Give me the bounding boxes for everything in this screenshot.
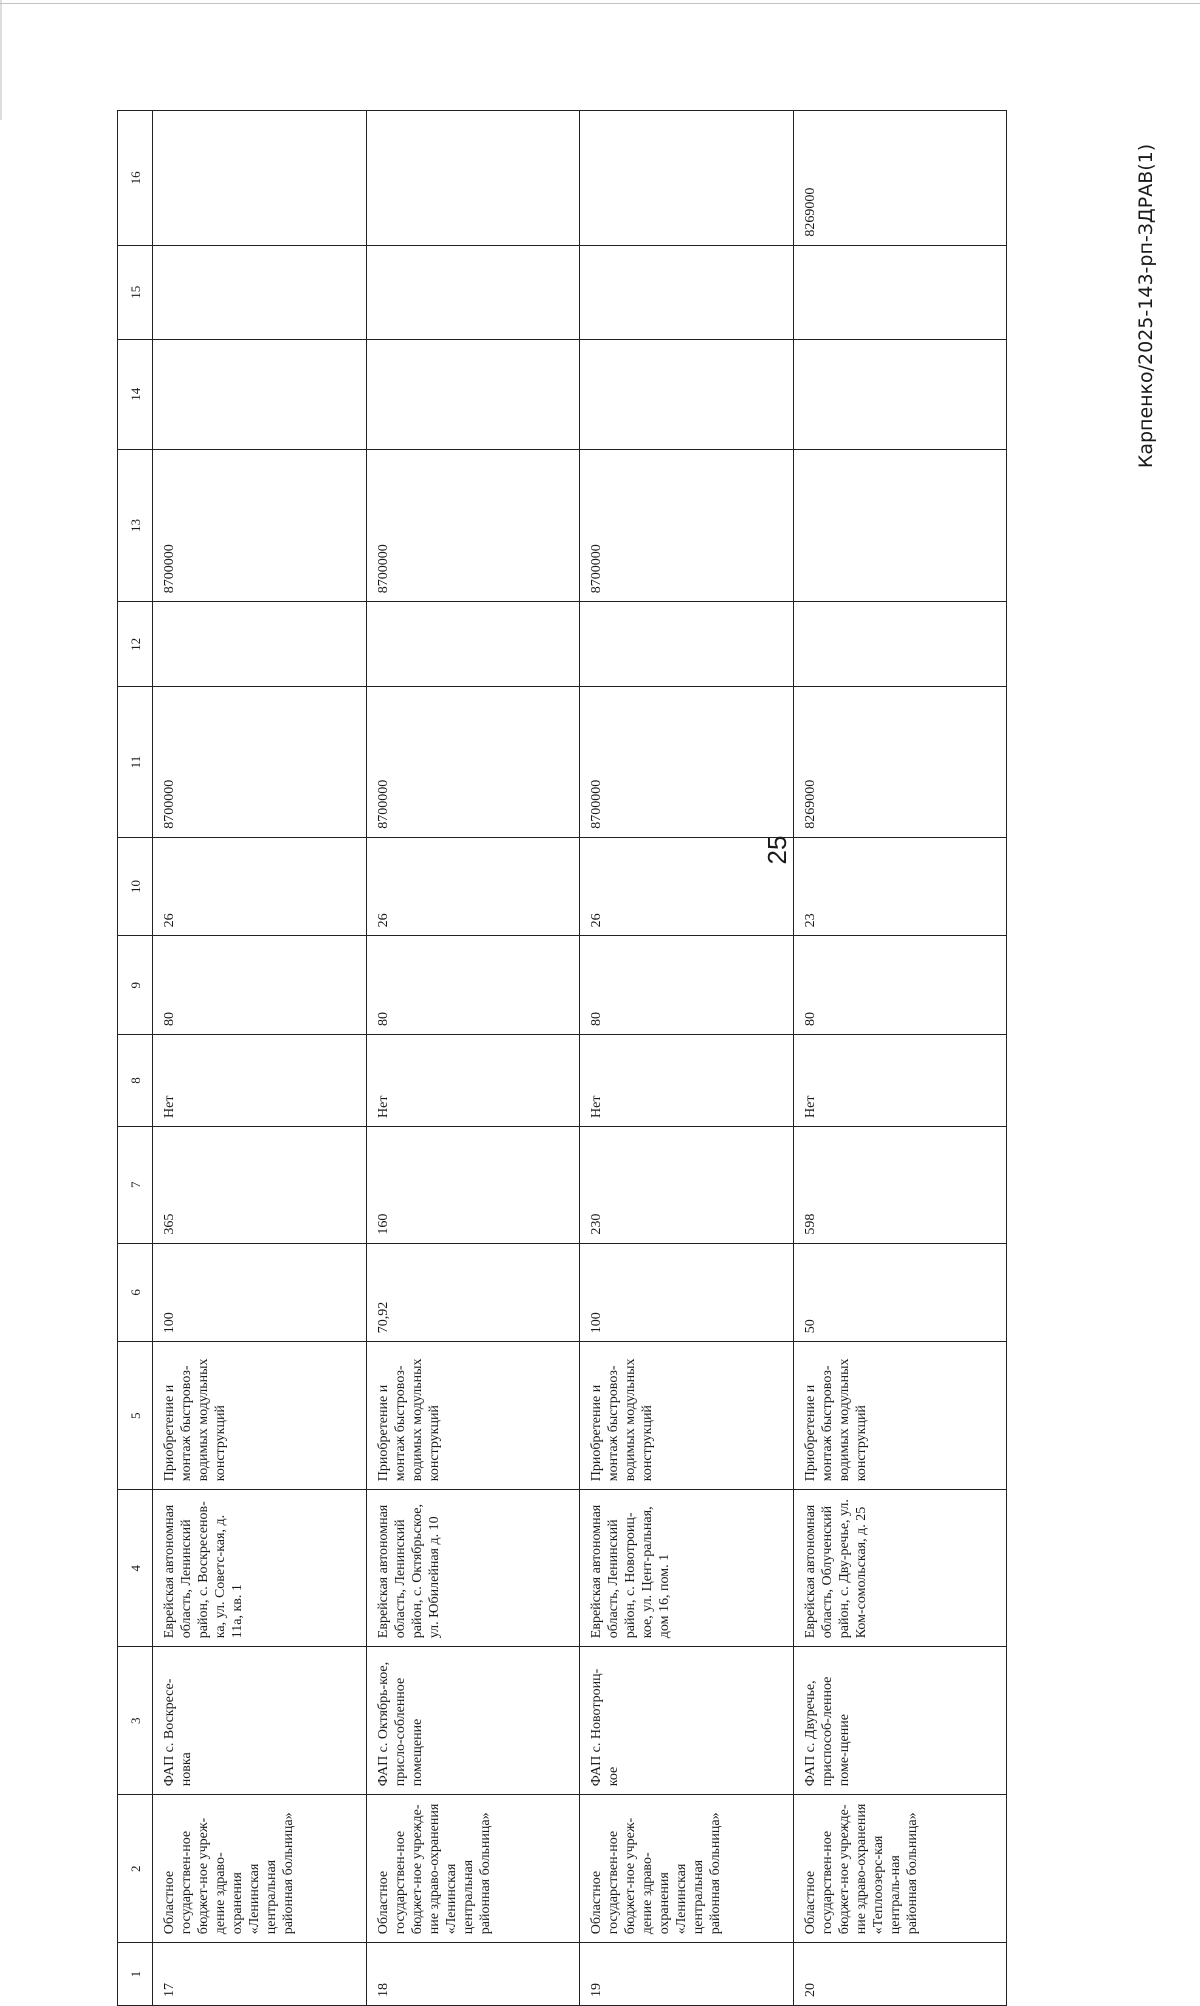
- table-cell: ФАП с. Воскресе-новка: [153, 1647, 367, 1795]
- table-cell: 365: [153, 1126, 367, 1243]
- table-cell: [793, 449, 1007, 601]
- table-cell: 8700000: [153, 449, 367, 601]
- table-cell: Областное государствен-ное бюджет-ное учрежде-ние здраво-охранения «Теплоозерс-кая централь-ная районная больница»: [793, 1795, 1007, 1943]
- table-cell: Приобретение и монтаж быстровоз-водимых модульных конструкций: [580, 1342, 794, 1490]
- table-cell: [153, 602, 367, 687]
- table-cell: 80: [793, 936, 1007, 1035]
- table-cell: Еврейская автономная область, Ленинский район, с. Новотроиц-кое, ул. Цент-ральная, дом 16, пом. 1: [580, 1490, 794, 1647]
- table-cell: Областное государствен-ное бюджет-ное учрежде-ние здраво-охранения «Ленинская центральная районная больница»: [366, 1795, 580, 1943]
- table-cell: [793, 339, 1007, 449]
- table-cell: Нет: [580, 1035, 794, 1127]
- table-cell: 598: [793, 1126, 1007, 1243]
- table-cell: [580, 339, 794, 449]
- table-cell: 8700000: [580, 687, 794, 837]
- column-header: 5: [118, 1342, 153, 1490]
- table-row: [366, 111, 580, 2006]
- table-cell: 26: [153, 837, 367, 936]
- table-cell: [580, 602, 794, 687]
- table-cell: 19: [580, 1943, 794, 2006]
- column-header: 6: [118, 1243, 153, 1342]
- table-cell: ФАП с. Октябрь-кое, присло-собленное помещение: [366, 1647, 580, 1795]
- table-cell: Приобретение и монтаж быстровоз-водимых модульных конструкций: [366, 1342, 580, 1490]
- table-cell: 8700000: [580, 449, 794, 601]
- page-number: 25: [762, 835, 792, 865]
- table-cell: 18: [366, 1943, 580, 2006]
- table-cell: 100: [153, 1243, 367, 1342]
- header-row: [118, 111, 153, 2006]
- table-cell: 80: [366, 936, 580, 1035]
- table-cell: Еврейская автономная область, Ленинский район, с. Воскресенов-ка, ул. Советс-кая, д. 11а, кв. 1: [153, 1490, 367, 1647]
- table-cell: 26: [580, 837, 794, 936]
- table-cell: [153, 339, 367, 449]
- table-cell: ФАП с. Двуречье, приспособ-ленное поме-щение: [793, 1647, 1007, 1795]
- table-cell: 8269000: [793, 111, 1007, 246]
- column-header: 9: [118, 936, 153, 1035]
- table-cell: [153, 245, 367, 339]
- table-cell: [580, 245, 794, 339]
- table-cell: 8700000: [366, 449, 580, 601]
- table-cell: 50: [793, 1243, 1007, 1342]
- column-header: 8: [118, 1035, 153, 1127]
- table-cell: 26: [366, 837, 580, 936]
- table-cell: 8700000: [366, 687, 580, 837]
- table-cell: [580, 111, 794, 246]
- column-header: 1: [118, 1943, 153, 2006]
- column-header: 15: [118, 245, 153, 339]
- table-cell: Приобретение и монтаж быстровоз-водимых модульных конструкций: [793, 1342, 1007, 1490]
- column-header: 11: [118, 687, 153, 837]
- column-header: 3: [118, 1647, 153, 1795]
- scan-edge-mark: [0, 0, 2, 120]
- table-cell: [793, 602, 1007, 687]
- table-cell: 80: [153, 936, 367, 1035]
- table-cell: 23: [793, 837, 1007, 936]
- table-cell: 160: [366, 1126, 580, 1243]
- table-cell: Областное государствен-ное бюджет-ное учреж-дение здраво-охранения «Ленинская центральная районная больница»: [153, 1795, 367, 1943]
- table-cell: Еврейская автономная область, Облученский район, с. Дву-речье, ул. Ком-сомольская, д. 25: [793, 1490, 1007, 1647]
- table-cell: Нет: [153, 1035, 367, 1127]
- table-cell: [793, 245, 1007, 339]
- table-cell: 230: [580, 1126, 794, 1243]
- table-row: [793, 111, 1007, 2006]
- table-cell: Приобретение и монтаж быстровоз-водимых модульных конструкций: [153, 1342, 367, 1490]
- table-cell: ФАП с. Новотроиц-кое: [580, 1647, 794, 1795]
- column-header: 4: [118, 1490, 153, 1647]
- table-cell: Еврейская автономная область, Ленинский район, с. Октябрьское, ул. Юбилейная д. 10: [366, 1490, 580, 1647]
- document-id: Карпенко/2025-143-рп-ЗДРАВ(1): [1135, 143, 1157, 469]
- table-cell: Нет: [793, 1035, 1007, 1127]
- data-table-container: [117, 110, 1007, 2006]
- table-cell: 80: [580, 936, 794, 1035]
- column-header: 7: [118, 1126, 153, 1243]
- table-row: [580, 111, 794, 2006]
- table-cell: 8700000: [153, 687, 367, 837]
- table-cell: Областное государствен-ное бюджет-ное учреж-дение здраво-охранения «Ленинская центральная районная больница»: [580, 1795, 794, 1943]
- table-cell: 70,92: [366, 1243, 580, 1342]
- table-cell: 17: [153, 1943, 367, 2006]
- column-header: 12: [118, 602, 153, 687]
- table-cell: Нет: [366, 1035, 580, 1127]
- column-header: 16: [118, 111, 153, 246]
- table-cell: [366, 245, 580, 339]
- column-header: 13: [118, 449, 153, 601]
- column-header: 10: [118, 837, 153, 936]
- table-cell: [366, 602, 580, 687]
- table-row: [153, 111, 367, 2006]
- data-table: [117, 110, 1007, 2006]
- scan-edge-line: [0, 3, 1200, 4]
- column-header: 14: [118, 339, 153, 449]
- table-cell: 20: [793, 1943, 1007, 2006]
- table-cell: [366, 339, 580, 449]
- table-cell: [153, 111, 367, 246]
- table-cell: 8269000: [793, 687, 1007, 837]
- table-cell: 100: [580, 1243, 794, 1342]
- column-header: 2: [118, 1795, 153, 1943]
- table-cell: [366, 111, 580, 246]
